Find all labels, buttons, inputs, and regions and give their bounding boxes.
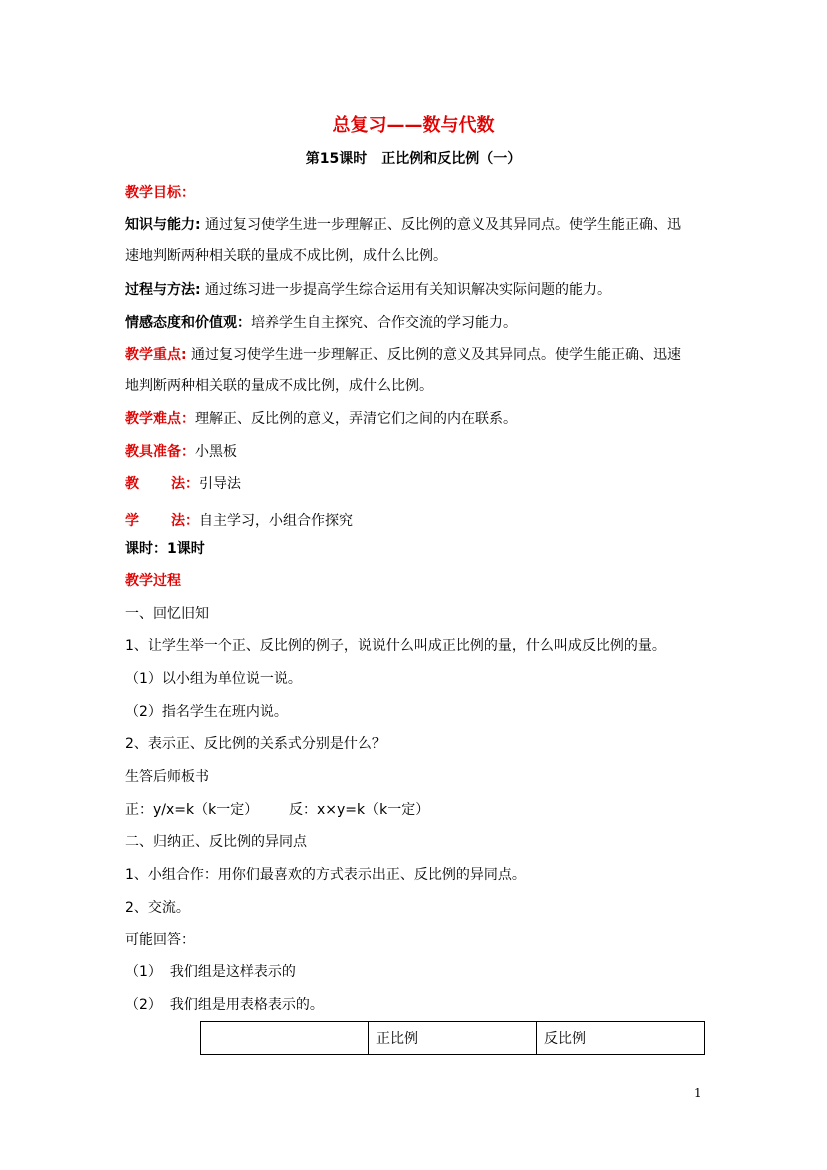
- process-heading: 教学过程: [125, 573, 181, 589]
- answer-1-line: [125, 962, 296, 982]
- key-point-line-2: 地判断两种相关联的量成不成比例，成什么比例。: [125, 378, 433, 394]
- answer-1-text: 我们组是这样表示的: [169, 964, 296, 980]
- table-row: [201, 1022, 705, 1055]
- emotion-line: [125, 313, 517, 333]
- comparison-table: [200, 1021, 705, 1055]
- page-number: 1: [694, 1086, 702, 1100]
- teach-method-text: 引导法: [199, 476, 241, 492]
- section-1-heading: 一、回忆旧知: [125, 606, 209, 622]
- knowledge-text-1: 通过复习使学生进一步理解正、反比例的意义及其异同点。使学生能正确、迅: [200, 217, 682, 233]
- emotion-label: 情感态度和价值观：: [125, 315, 251, 331]
- difficulty-text: 理解正、反比例的意义，弄清它们之间的内在联系。: [195, 411, 517, 427]
- section-2-heading: 二、归纳正、反比例的异同点: [125, 834, 307, 850]
- key-point-line-1: [125, 345, 681, 365]
- table-cell-empty: [201, 1022, 369, 1055]
- knowledge-line-1: [125, 215, 681, 235]
- answer-2-text: 我们组是用表格表示的。: [169, 997, 324, 1013]
- goals-heading: 教学目标：: [125, 185, 195, 201]
- answer-2-number: （2）: [125, 997, 162, 1013]
- teach-method-label-b: 法：: [171, 476, 199, 492]
- tools-line: [125, 442, 237, 462]
- teach-method-label-a: 教: [125, 476, 139, 492]
- knowledge-line-2: 速地判断两种相关联的量成不成比例，成什么比例。: [125, 248, 447, 264]
- tools-text: 小黑板: [195, 444, 237, 460]
- learn-method-label-a: 学: [125, 513, 139, 529]
- section-1-item-3: 生答后师板书: [125, 769, 209, 785]
- key-point-text-1: 通过复习使学生进一步理解正、反比例的意义及其异同点。使学生能正确、迅速: [186, 347, 682, 363]
- section-2-item-3: 可能回答：: [125, 932, 195, 948]
- difficulty-label: 教学难点：: [125, 411, 195, 427]
- learn-method-text: 自主学习，小组合作探究: [199, 513, 353, 529]
- formula-positive: 正：y/x=k（k一定）: [125, 802, 259, 818]
- answer-1-number: （1）: [125, 964, 162, 980]
- section-1-item-2: 2、表示正、反比例的关系式分别是什么？: [125, 736, 386, 752]
- learn-method-line: [125, 511, 353, 531]
- answer-2-line: [125, 995, 324, 1015]
- difficulty-line: [125, 409, 517, 429]
- section-1-item-1a: （1）以小组为单位说一说。: [125, 671, 302, 687]
- process-text: 通过练习进一步提高学生综合运用有关知识解决实际问题的能力。: [200, 282, 612, 298]
- knowledge-label: 知识与能力:: [125, 217, 201, 233]
- lesson-subtitle: 第15课时 正比例和反比例（一）: [305, 151, 522, 167]
- emotion-text: 培养学生自主探究、合作交流的学习能力。: [251, 315, 517, 331]
- learn-method-label-b: 法：: [171, 513, 199, 529]
- document-title: 总复习——数与代数: [332, 115, 495, 136]
- table-header-inverse: 反比例: [537, 1022, 705, 1055]
- table-header-proportional: 正比例: [369, 1022, 537, 1055]
- section-2-item-2: 2、交流。: [125, 900, 190, 916]
- teach-method-line: [125, 474, 241, 494]
- formula-negative: 反：x×y=k（k一定）: [289, 802, 430, 818]
- process-method-line: [125, 280, 611, 300]
- process-label: 过程与方法:: [125, 282, 201, 298]
- section-1-item-1: 1、让学生举一个正、反比例的例子，说说什么叫成正比例的量，什么叫成反比例的量。: [125, 638, 666, 654]
- section-2-item-1: 1、小组合作：用你们最喜欢的方式表示出正、反比例的异同点。: [125, 867, 526, 883]
- section-1-item-1b: （2）指名学生在班内说。: [125, 704, 288, 720]
- period-line: 课时：1课时: [125, 541, 205, 557]
- tools-label: 教具准备：: [125, 444, 195, 460]
- key-point-label: 教学重点:: [125, 347, 187, 363]
